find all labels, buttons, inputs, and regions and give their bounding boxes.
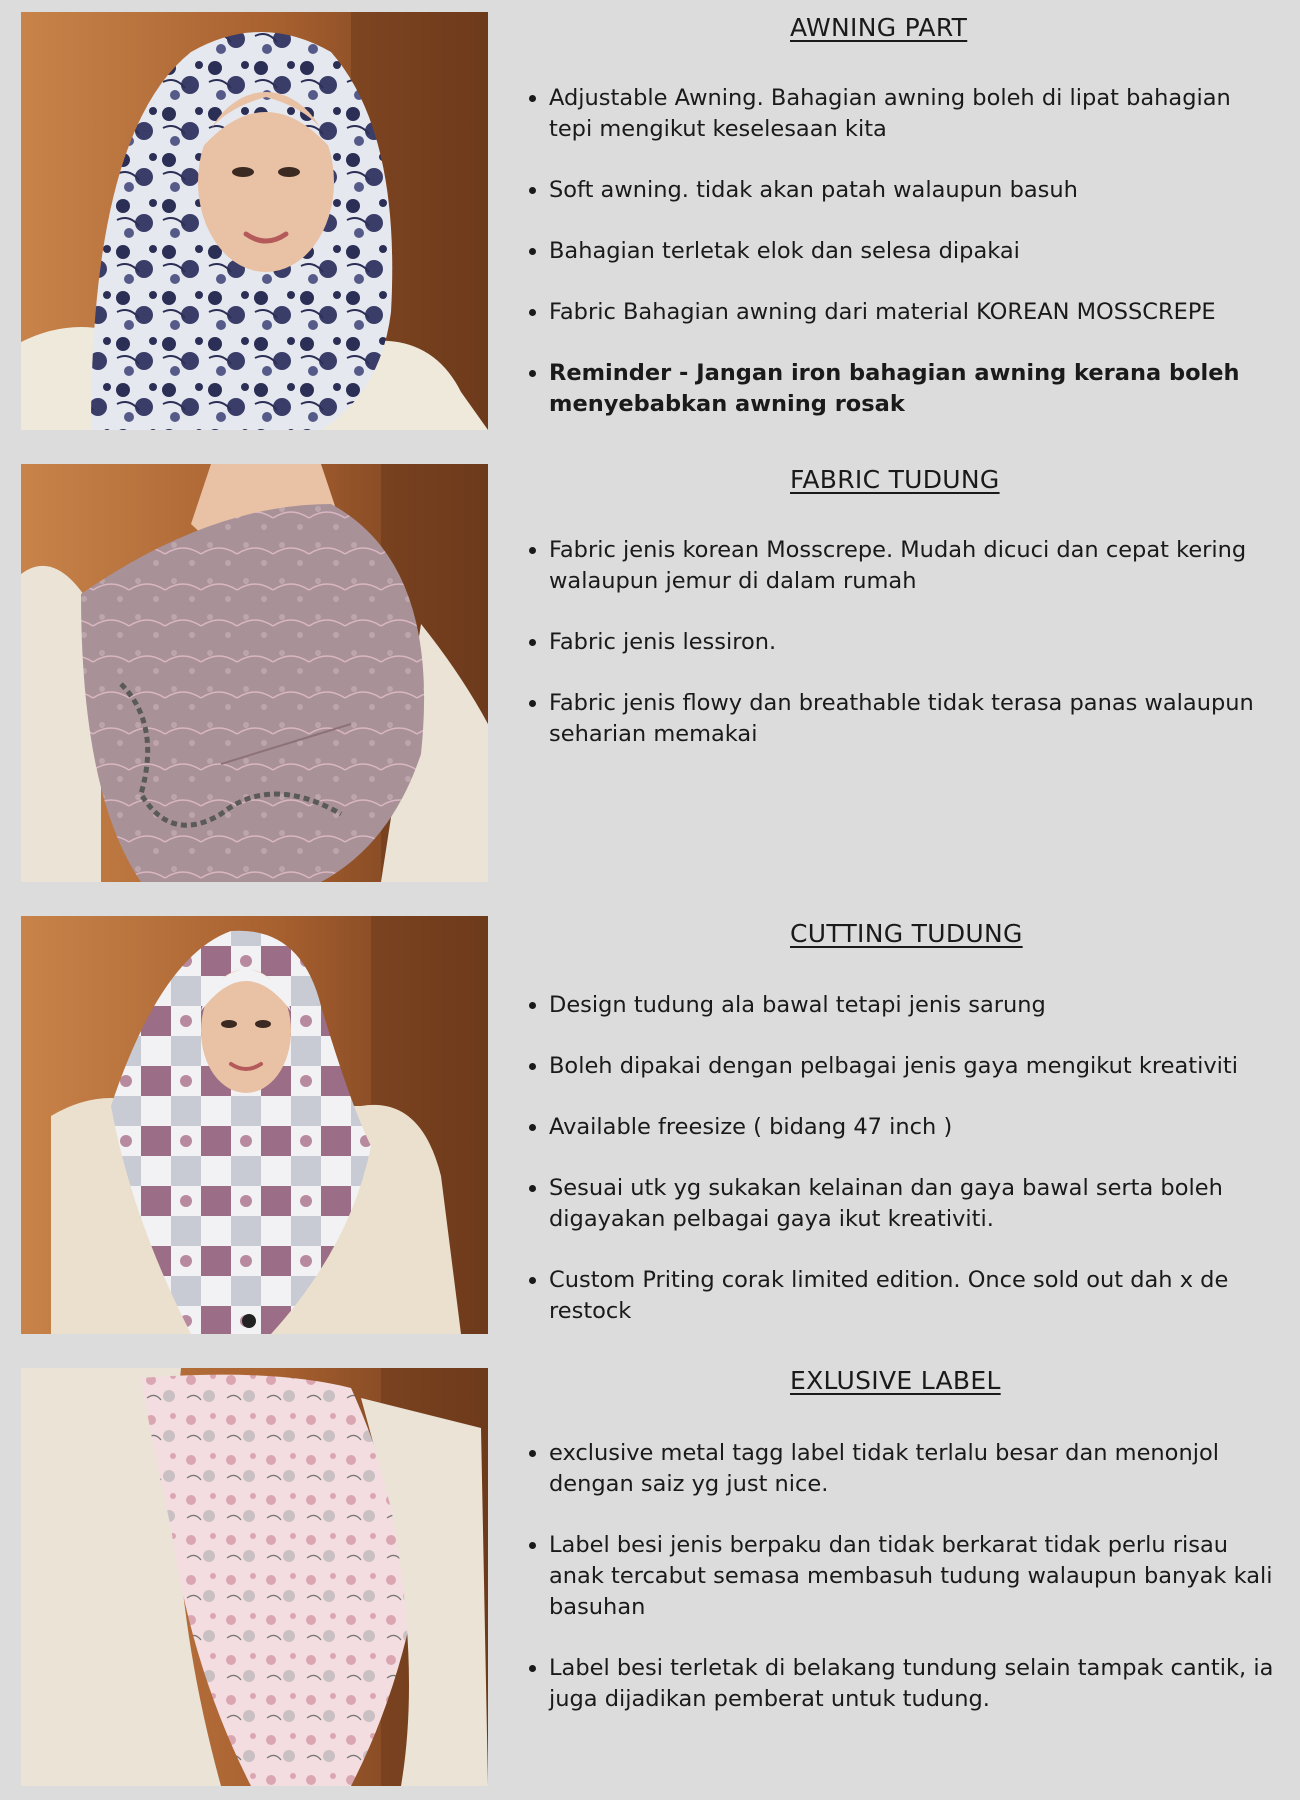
section-heading: EXLUSIVE LABEL [790, 1366, 1001, 1395]
hijab-model-image [21, 916, 488, 1334]
feature-list [528, 535, 1279, 780]
reminder-list-item: • Reminder - Jangan iron bahagian awning kerana boleh menyebabkan awning rosak [549, 358, 1279, 420]
photo-cutting-tudung [21, 916, 488, 1334]
feature-list [528, 83, 1279, 450]
list-item: • Fabric jenis korean Mosscrepe. Mudah dicuci dan cepat kering walaupun jemur di dalam rumah [549, 535, 1279, 597]
feature-list [528, 990, 1279, 1357]
list-item: • Adjustable Awning. Bahagian awning boleh di lipat bahagian tepi mengikut keselesaan kita [549, 83, 1279, 145]
list-item: • Fabric jenis flowy dan breathable tidak terasa panas walaupun seharian memakai [549, 688, 1279, 750]
label-back-view-image [21, 1368, 488, 1786]
list-item: • Boleh dipakai dengan pelbagai jenis gaya mengikut kreativiti [549, 1051, 1279, 1082]
list-item: • Label besi jenis berpaku dan tidak berkarat tidak perlu risau anak tercabut semasa membasuh tudung walaupun banyak kali basuhan [549, 1530, 1279, 1623]
list-item: • Soft awning. tidak akan patah walaupun basuh [549, 175, 1279, 206]
fabric-closeup-image [21, 464, 488, 882]
section-heading: AWNING PART [790, 13, 968, 42]
section-heading: CUTTING TUDUNG [790, 919, 1023, 948]
photo-exclusive-label [21, 1368, 488, 1786]
photo-fabric-tudung [21, 464, 488, 882]
list-item: • Label besi terletak di belakang tundung selain tampak cantik, ia juga dijadikan pemberat untuk tudung. [549, 1653, 1279, 1715]
list-item: • exclusive metal tagg label tidak terlalu besar dan menonjol dengan saiz yg just nice. [549, 1438, 1279, 1500]
list-item: • Design tudung ala bawal tetapi jenis sarung [549, 990, 1279, 1021]
list-item: • Sesuai utk yg sukakan kelainan dan gaya bawal serta boleh digayakan pelbagai gaya ikut kreativiti. [549, 1173, 1279, 1235]
list-item: • Bahagian terletak elok dan selesa dipakai [549, 236, 1279, 267]
photo-awning-part [21, 12, 488, 430]
list-item: • Available freesize ( bidang 47 inch ) [549, 1112, 1279, 1143]
list-item: • Fabric jenis lessiron. [549, 627, 1279, 658]
list-item: • Custom Priting corak limited edition. Once sold out dah x de restock [549, 1265, 1279, 1327]
section-heading: FABRIC TUDUNG [790, 465, 1000, 494]
list-item: • Fabric Bahagian awning dari material KOREAN MOSSCREPE [549, 297, 1279, 328]
feature-list [528, 1438, 1279, 1745]
hijab-model-image [21, 12, 488, 430]
